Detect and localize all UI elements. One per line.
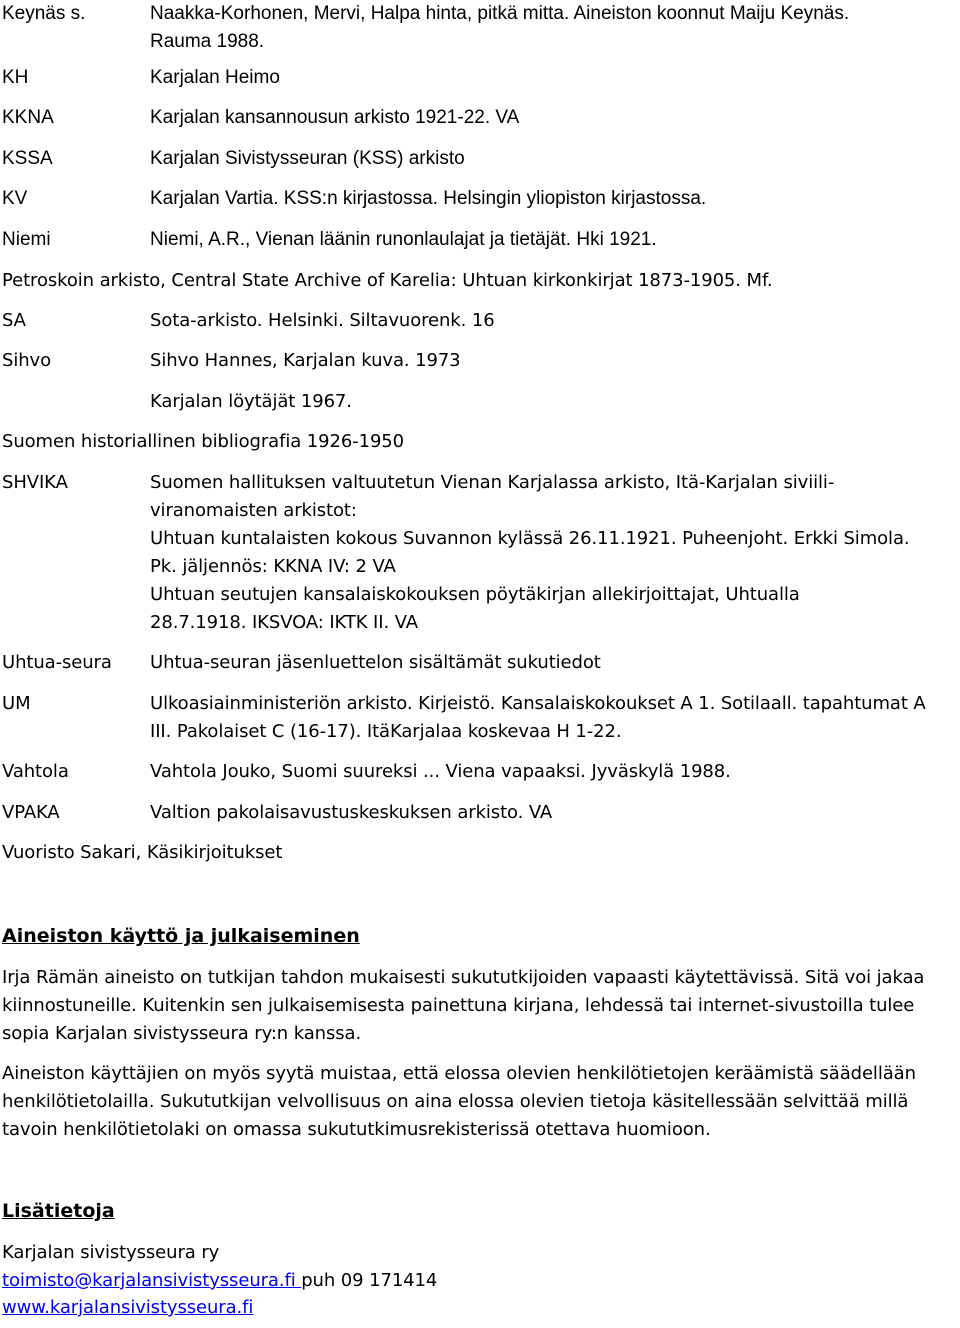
abbr-kkna-label: KKNA bbox=[2, 107, 54, 128]
usage-para1-line2: kiinnostuneille. Kuitenkin sen julkaisemisesta painettuna kirjana, lehdessä tai internet-sivustoilla tulee bbox=[2, 995, 915, 1016]
abbr-uhtua-label: Uhtua-seura bbox=[2, 652, 112, 673]
abbr-shvika-label: SHVIKA bbox=[2, 472, 68, 493]
abbr-kssa-label: KSSA bbox=[2, 148, 53, 169]
abbr-um-text-1: Ulkoasiainministeriön arkisto. Kirjeistö. Kansalaiskokoukset A 1. Sotilaall. tapahtumat A bbox=[150, 693, 926, 714]
petroskoi-archive-line: Petroskoin arkisto, Central State Archive of Karelia: Uhtuan kirkonkirjat 1873-1905. Mf. bbox=[2, 270, 773, 291]
abbr-sa-text: Sota-arkisto. Helsinki. Siltavuorenk. 16 bbox=[150, 310, 495, 331]
abbr-kkna-text: Karjalan kansannousun arkisto 1921-22. VA bbox=[150, 107, 520, 128]
abbr-kh-text: Karjalan Heimo bbox=[150, 67, 280, 88]
abbr-sihvo-text: Sihvo Hannes, Karjalan kuva. 1973 bbox=[150, 350, 461, 371]
abbr-uhtua-text: Uhtua-seuran jäsenluettelon sisältämät sukutiedot bbox=[150, 652, 601, 673]
abbr-shvika-text-3: Uhtuan kuntalaisten kokous Suvannon kylässä 26.11.1921. Puheenjoht. Erkki Simola. bbox=[150, 528, 910, 549]
website-link[interactable]: www.karjalansivistysseura.fi bbox=[2, 1297, 254, 1318]
abbr-sihvo-label: Sihvo bbox=[2, 350, 52, 371]
info-heading: Lisätietoja bbox=[2, 1200, 115, 1222]
abbr-um-label: UM bbox=[2, 693, 31, 714]
abbr-keynas-text-2: Rauma 1988. bbox=[150, 31, 265, 52]
abbr-vahtola-label: Vahtola bbox=[2, 761, 69, 782]
abbr-niemi-label: Niemi bbox=[2, 229, 51, 250]
abbr-kssa-text: Karjalan Sivistysseuran (KSS) arkisto bbox=[150, 148, 465, 169]
abbr-shvika-text-6: 28.7.1918. IKSVOA: IKTK II. VA bbox=[150, 612, 418, 633]
abbr-vahtola-text: Vahtola Jouko, Suomi suureksi ... Viena vapaaksi. Jyväskylä 1988. bbox=[150, 761, 731, 782]
abbr-vpaka-text: Valtion pakolaisavustuskeskuksen arkisto. VA bbox=[150, 802, 553, 823]
abbr-sa-label: SA bbox=[2, 310, 26, 331]
abbr-shvika-text-2: viranomaisten arkistot: bbox=[150, 500, 357, 521]
abbr-kh-label: KH bbox=[2, 67, 29, 88]
abbr-vpaka-label: VPAKA bbox=[2, 802, 60, 823]
bibliography-line: Suomen historiallinen bibliografia 1926-1950 bbox=[2, 431, 405, 452]
abbr-um-text-2: III. Pakolaiset C (16-17). ItäKarjalaa koskevaa H 1-22. bbox=[150, 721, 622, 742]
usage-heading: Aineiston käyttö ja julkaiseminen bbox=[2, 925, 360, 947]
usage-para1-line3: sopia Karjalan sivistysseura ry:n kanssa. bbox=[2, 1023, 362, 1044]
abbr-shvika-text-1: Suomen hallituksen valtuutetun Vienan Karjalassa arkisto, Itä-Karjalan siviili- bbox=[150, 472, 835, 493]
info-org: Karjalan sivistysseura ry bbox=[2, 1242, 220, 1263]
abbr-niemi-text: Niemi, A.R., Vienan läänin runonlaulajat ja tietäjät. Hki 1921. bbox=[150, 229, 657, 250]
email-link[interactable]: toimisto@karjalansivistysseura.fi bbox=[2, 1270, 302, 1291]
abbr-keynas-label: Keynäs s. bbox=[2, 3, 86, 24]
abbr-kv-text: Karjalan Vartia. KSS:n kirjastossa. Helsingin yliopiston kirjastossa. bbox=[150, 188, 707, 209]
usage-para2-line3: tavoin henkilötietolaki on omassa sukututkimusrekisterissä otettava huomioon. bbox=[2, 1119, 711, 1140]
abbr-kv-label: KV bbox=[2, 188, 28, 209]
abbr-shvika-text-5: Uhtuan seutujen kansalaiskokouksen pöytäkirjan allekirjoittajat, Uhtualla bbox=[150, 584, 800, 605]
abbr-shvika-text-4: Pk. jäljennös: KKNA IV: 2 VA bbox=[150, 556, 396, 577]
usage-para2-line1: Aineiston käyttäjien on myös syytä muistaa, että elossa olevien henkilötietojen keräämistä säädellään bbox=[2, 1063, 916, 1084]
abbr-keynas-text-1: Naakka-Korhonen, Mervi, Halpa hinta, pitkä mitta. Aineiston koonnut Maiju Keynäs. bbox=[150, 3, 850, 24]
usage-para1-line1: Irja Rämän aineisto on tutkijan tahdon mukaisesti sukututkijoiden vapaasti käytettävissä. Sitä voi jakaa bbox=[2, 967, 925, 988]
info-contact-line bbox=[2, 1269, 437, 1293]
phone-text: puh 09 171414 bbox=[301, 1270, 438, 1291]
abbr-sihvo-text-2: Karjalan löytäjät 1967. bbox=[150, 391, 352, 412]
info-website-line bbox=[2, 1296, 253, 1320]
usage-para2-line2: henkilötietolailla. Sukututkijan velvollisuus on aina elossa olevien tietoja käsitellessään selvittää millä bbox=[2, 1091, 909, 1112]
vuoristo-line: Vuoristo Sakari, Käsikirjoitukset bbox=[2, 842, 283, 863]
